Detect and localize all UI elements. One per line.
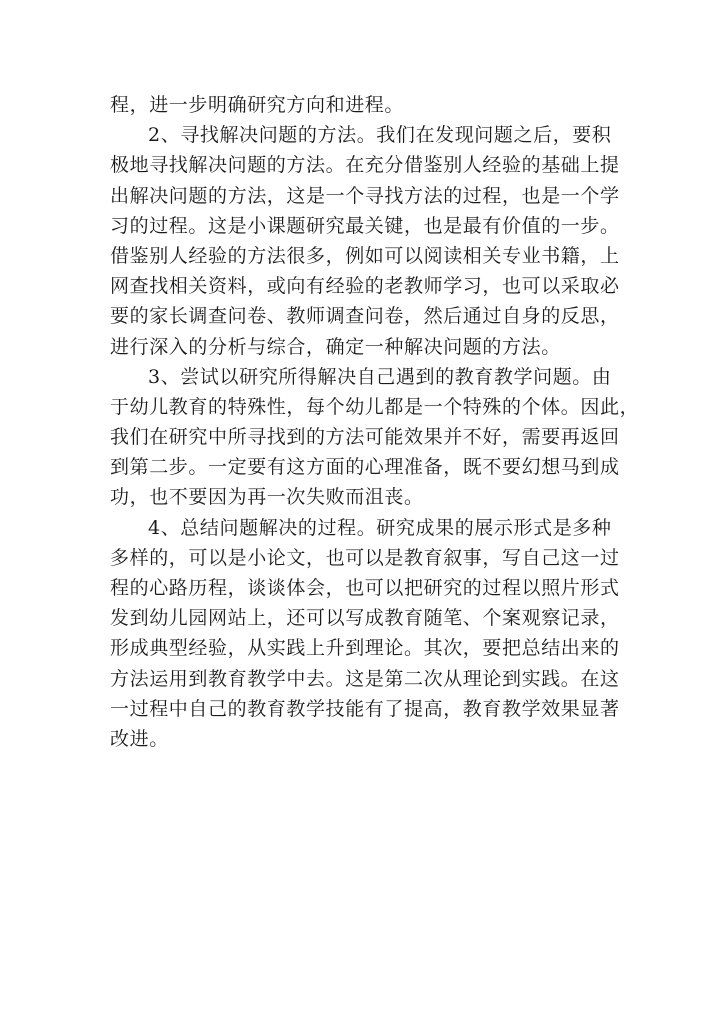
text-line: 习的过程。这是小课题研究最关键，也是最有价值的一步。 (110, 214, 620, 237)
text-line: 网查找相关资料，或向有经验的老教师学习，也可以采取必 (110, 275, 620, 298)
text-line: 我们在研究中所寻找到的方法可能效果并不好，需要再返回 (110, 426, 620, 449)
text-line: 要的家长调查问卷、教师调查问卷，然后通过自身的反思， (110, 305, 620, 328)
text-line: 方法运用到教育教学中去。这是第二次从理论到实践。在这 (110, 667, 620, 690)
text-line: 形成典型经验，从实践上升到理论。其次，要把总结出来的 (110, 637, 620, 660)
text-line: 发到幼儿园网站上，还可以写成教育随笔、个案观察记录， (110, 607, 620, 630)
paragraph-first-line: 4、总结问题解决的过程。研究成果的展示形式是多种 (148, 516, 612, 539)
text-line: 一过程中自己的教育教学技能有了提高，教育教学效果显著 (110, 697, 620, 720)
paragraph-first-line: 3、尝试以研究所得解决自己遇到的教育教学问题。由 (148, 365, 612, 388)
text-line: 程，进一步明确研究方向和进程。 (110, 94, 405, 116)
text-line: 进行深入的分析与综合，确定一种解决问题的方法。 (110, 335, 561, 358)
text-line: 程的心路历程，谈谈体会，也可以把研究的过程以照片形式 (110, 577, 620, 599)
text-line: 出解决问题的方法，这是一个寻找方法的过程，也是一个学 (110, 184, 620, 207)
text-line: 多样的，可以是小论文，也可以是教育叙事，写自己这一过 (110, 546, 620, 569)
text-line: 改进。 (110, 727, 169, 750)
text-line: 于幼儿教育的特殊性，每个幼儿都是一个特殊的个体。因此， (110, 395, 640, 418)
body-text (110, 90, 640, 754)
text-line: 借鉴别人经验的方法很多，例如可以阅读相关专业书籍，上 (110, 244, 620, 267)
text-line: 极地寻找解决问题的方法。在充分借鉴别人经验的基础上提 (110, 154, 620, 177)
paragraph-first-line: 2、寻找解决问题的方法。我们在发现问题之后，要积 (148, 124, 612, 147)
text-line: 功，也不要因为再一次失败而沮丧。 (110, 486, 424, 509)
text-line: 到第二步。一定要有这方面的心理准备，既不要幻想马到成 (110, 456, 620, 479)
